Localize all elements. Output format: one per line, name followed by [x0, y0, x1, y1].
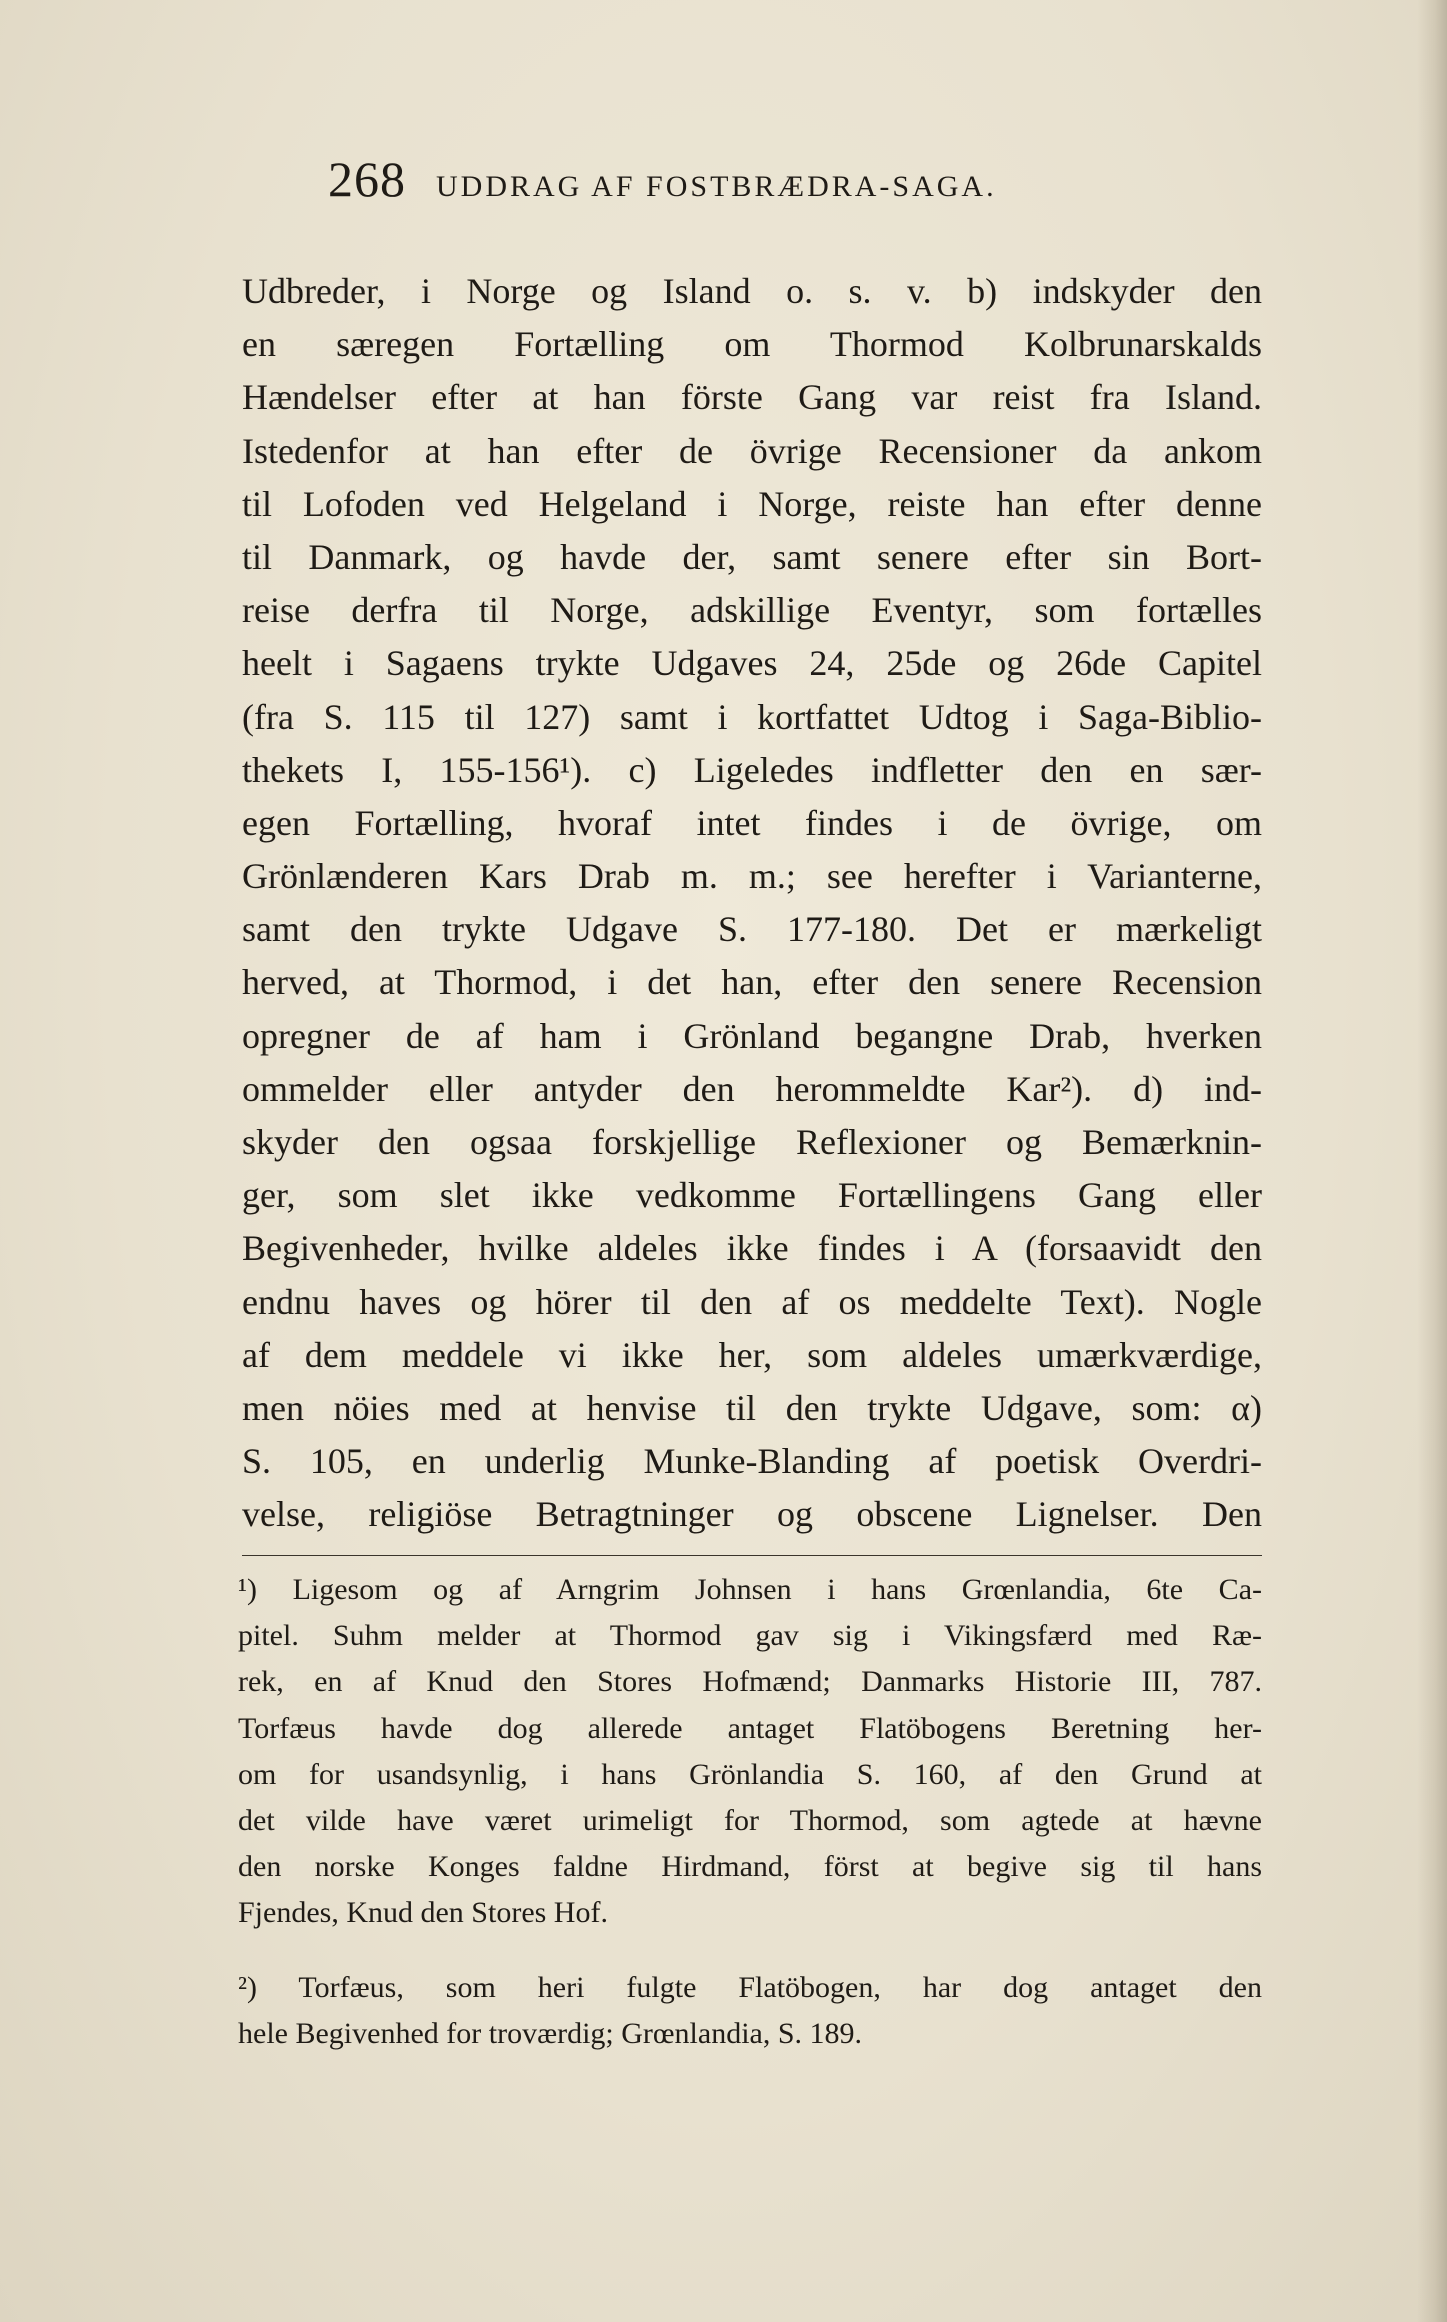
footnote-line: hele Begivenhed for troværdig; Grœnlandia, S. 189.: [238, 2016, 863, 2050]
body-line: af dem meddele vi ikke her, som aldeles umærkværdige,: [242, 1334, 1262, 1375]
footnote-line: ²) Torfæus, som heri fulgte Flatöbogen, har dog antaget den: [238, 1970, 1262, 2004]
body-line: thekets I, 155-156¹). c) Ligeledes indfletter den en sær-: [242, 749, 1262, 790]
body-line: samt den trykte Udgave S. 177-180. Det er mærkeligt: [242, 909, 1262, 950]
footnotes: [238, 1567, 1262, 2057]
running-head: UDDRAG AF FOSTBRÆDRA-SAGA.: [436, 170, 997, 203]
footnote-line: om for usandsynlig, i hans Grönlandia S. 160, af den Grund at: [238, 1757, 1262, 1791]
body-line: (fra S. 115 til 127) samt i kortfattet Udtog i Saga-Biblio-: [242, 696, 1262, 737]
body-line: Begivenheder, hvilke aldeles ikke findes i A (forsaavidt den: [242, 1228, 1262, 1269]
body-line: heelt i Sagaens trykte Udgaves 24, 25de og 26de Capitel: [242, 643, 1262, 684]
body-line: ger, som slet ikke vedkomme Fortællingens Gang eller: [242, 1175, 1262, 1216]
body-line: reise derfra til Norge, adskillige Eventyr, som fortælles: [242, 590, 1262, 631]
body-line: S. 105, en underlig Munke-Blanding af poetisk Overdri-: [242, 1441, 1262, 1482]
body-text: [242, 265, 1262, 1542]
footnote-divider: [242, 1555, 1262, 1556]
footnote-line: pitel. Suhm melder at Thormod gav sig i Vikingsfærd med Ræ-: [238, 1619, 1262, 1653]
body-line: Grönlænderen Kars Drab m. m.; see herefter i Varianterne,: [242, 856, 1262, 897]
body-line: Udbreder, i Norge og Island o. s. v. b) indskyder den: [242, 271, 1262, 311]
body-line: velse, religiöse Betragtninger og obscene Lignelser. Den: [242, 1494, 1262, 1535]
footnote-gap: [238, 1937, 1262, 1965]
footnote-line: Fjendes, Knud den Stores Hof.: [238, 1896, 608, 1930]
body-line: Hændelser efter at han förste Gang var reist fra Island.: [242, 377, 1262, 418]
body-line: Istedenfor at han efter de övrige Recensioner da ankom: [242, 430, 1262, 471]
body-line: opregner de af ham i Grönland begangne Drab, hverken: [242, 1015, 1262, 1056]
body-line: til Danmark, og havde der, samt senere efter sin Bort-: [242, 536, 1262, 577]
body-line: en særegen Fortælling om Thormod Kolbrunarskalds: [242, 324, 1262, 365]
footnote-line: Torfæus havde dog allerede antaget Flatöbogens Beretning her-: [238, 1711, 1262, 1745]
page-edge-shadow: [1417, 0, 1447, 2322]
footnote-2: [238, 1965, 1262, 2057]
body-line: til Lofoden ved Helgeland i Norge, reiste han efter denne: [242, 483, 1262, 524]
body-line: egen Fortælling, hvoraf intet findes i de övrige, om: [242, 802, 1262, 843]
body-line: ommelder eller antyder den herommeldte Kar²). d) ind-: [242, 1068, 1262, 1109]
body-line: herved, at Thormod, i det han, efter den senere Recension: [242, 962, 1262, 1003]
page-number: 268: [328, 151, 406, 207]
page-header: [328, 150, 1228, 220]
footnote-1: [238, 1567, 1262, 1937]
body-line: endnu haves og hörer til den af os meddelte Text). Nogle: [242, 1281, 1262, 1322]
footnote-line: det vilde have været urimeligt for Thormod, som agtede at hævne: [238, 1803, 1262, 1837]
body-line: men nöies med at henvise til den trykte Udgave, som: α): [242, 1387, 1262, 1428]
footnote-line: den norske Konges faldne Hirdmand, först at begive sig til hans: [238, 1850, 1262, 1884]
body-line: skyder den ogsaa forskjellige Reflexioner og Bemærknin-: [242, 1122, 1262, 1162]
footnote-line: rek, en af Knud den Stores Hofmænd; Danmarks Historie III, 787.: [238, 1665, 1262, 1699]
footnote-line: ¹) Ligesom og af Arngrim Johnsen i hans Grœnlandia, 6te Ca-: [238, 1573, 1262, 1606]
